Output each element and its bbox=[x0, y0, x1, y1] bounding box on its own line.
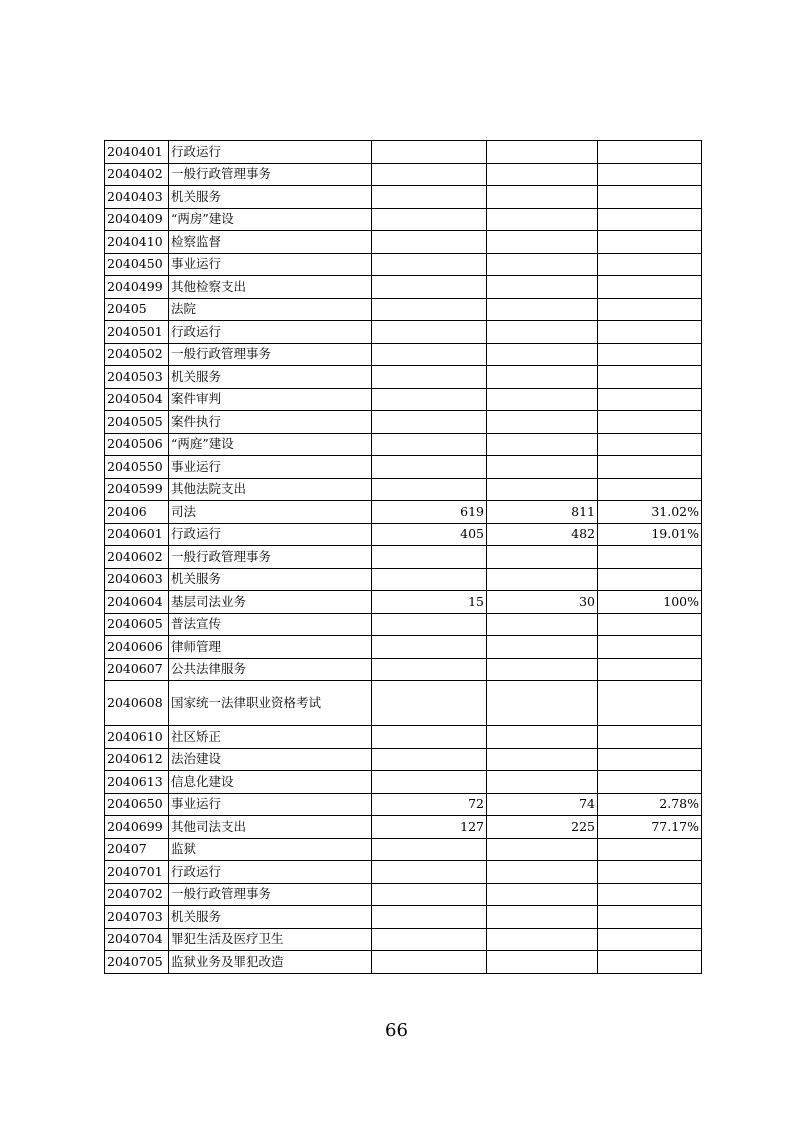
value-cell: 811 bbox=[487, 501, 598, 524]
percent-cell bbox=[598, 298, 702, 321]
name-cell: 司法 bbox=[169, 501, 372, 524]
table-row bbox=[105, 681, 702, 726]
value-cell bbox=[487, 568, 598, 591]
table-row bbox=[105, 366, 702, 389]
value-cell bbox=[372, 298, 487, 321]
code-cell: 2040612 bbox=[105, 748, 169, 771]
name-cell: 一般行政管理事务 bbox=[169, 163, 372, 186]
code-cell: 2040699 bbox=[105, 816, 169, 839]
value-cell bbox=[372, 253, 487, 276]
percent-cell bbox=[598, 838, 702, 861]
value-cell bbox=[372, 411, 487, 434]
name-cell: 国家统一法律职业资格考试 bbox=[169, 681, 372, 726]
percent-cell bbox=[598, 636, 702, 659]
table-row bbox=[105, 298, 702, 321]
table-row bbox=[105, 591, 702, 614]
code-cell: 2040610 bbox=[105, 726, 169, 749]
code-cell: 2040503 bbox=[105, 366, 169, 389]
code-cell: 2040505 bbox=[105, 411, 169, 434]
value-cell bbox=[372, 658, 487, 681]
percent-cell bbox=[598, 186, 702, 209]
percent-cell bbox=[598, 951, 702, 974]
table-row bbox=[105, 478, 702, 501]
value-cell bbox=[372, 433, 487, 456]
value-cell bbox=[487, 883, 598, 906]
percent-cell bbox=[598, 748, 702, 771]
code-cell: 2040602 bbox=[105, 546, 169, 569]
table-row bbox=[105, 816, 702, 839]
percent-cell bbox=[598, 456, 702, 479]
name-cell: 检察监督 bbox=[169, 231, 372, 254]
value-cell bbox=[487, 253, 598, 276]
name-cell: 其他法院支出 bbox=[169, 478, 372, 501]
value-cell bbox=[372, 276, 487, 299]
value-cell: 15 bbox=[372, 591, 487, 614]
value-cell bbox=[372, 613, 487, 636]
name-cell: 事业运行 bbox=[169, 793, 372, 816]
code-cell: 2040401 bbox=[105, 141, 169, 164]
value-cell bbox=[372, 883, 487, 906]
value-cell bbox=[487, 726, 598, 749]
value-cell bbox=[372, 906, 487, 929]
value-cell bbox=[372, 478, 487, 501]
value-cell bbox=[487, 298, 598, 321]
page-number: 66 bbox=[385, 1020, 408, 1041]
code-cell: 2040403 bbox=[105, 186, 169, 209]
table-row bbox=[105, 613, 702, 636]
table-row bbox=[105, 951, 702, 974]
value-cell bbox=[487, 388, 598, 411]
value-cell bbox=[487, 838, 598, 861]
value-cell bbox=[372, 838, 487, 861]
name-cell: 行政运行 bbox=[169, 523, 372, 546]
value-cell bbox=[372, 771, 487, 794]
table-row bbox=[105, 568, 702, 591]
code-cell: 2040550 bbox=[105, 456, 169, 479]
table-row bbox=[105, 141, 702, 164]
value-cell bbox=[487, 613, 598, 636]
code-cell: 2040705 bbox=[105, 951, 169, 974]
code-cell: 2040410 bbox=[105, 231, 169, 254]
name-cell: 社区矫正 bbox=[169, 726, 372, 749]
code-cell: 2040603 bbox=[105, 568, 169, 591]
value-cell: 619 bbox=[372, 501, 487, 524]
value-cell bbox=[487, 208, 598, 231]
table-row bbox=[105, 771, 702, 794]
value-cell bbox=[487, 433, 598, 456]
budget-table bbox=[104, 140, 702, 974]
table-row bbox=[105, 748, 702, 771]
percent-cell bbox=[598, 411, 702, 434]
table-row bbox=[105, 546, 702, 569]
percent-cell bbox=[598, 231, 702, 254]
value-cell bbox=[372, 163, 487, 186]
name-cell: 事业运行 bbox=[169, 456, 372, 479]
name-cell: 行政运行 bbox=[169, 141, 372, 164]
name-cell: “两房”建设 bbox=[169, 208, 372, 231]
code-cell: 2040702 bbox=[105, 883, 169, 906]
value-cell bbox=[372, 568, 487, 591]
percent-cell bbox=[598, 883, 702, 906]
table-row bbox=[105, 928, 702, 951]
code-cell: 2040604 bbox=[105, 591, 169, 614]
value-cell bbox=[372, 231, 487, 254]
name-cell: 其他检察支出 bbox=[169, 276, 372, 299]
code-cell: 2040607 bbox=[105, 658, 169, 681]
percent-cell bbox=[598, 321, 702, 344]
percent-cell: 31.02% bbox=[598, 501, 702, 524]
value-cell: 482 bbox=[487, 523, 598, 546]
table-row bbox=[105, 321, 702, 344]
value-cell bbox=[487, 186, 598, 209]
percent-cell bbox=[598, 906, 702, 929]
table-row bbox=[105, 231, 702, 254]
value-cell bbox=[372, 748, 487, 771]
table-row bbox=[105, 793, 702, 816]
code-cell: 2040499 bbox=[105, 276, 169, 299]
table-row bbox=[105, 838, 702, 861]
value-cell bbox=[487, 861, 598, 884]
name-cell: “两庭”建设 bbox=[169, 433, 372, 456]
name-cell: 基层司法业务 bbox=[169, 591, 372, 614]
percent-cell bbox=[598, 163, 702, 186]
value-cell bbox=[372, 726, 487, 749]
value-cell: 72 bbox=[372, 793, 487, 816]
code-cell: 2040504 bbox=[105, 388, 169, 411]
percent-cell: 77.17% bbox=[598, 816, 702, 839]
code-cell: 2040608 bbox=[105, 681, 169, 726]
table-row bbox=[105, 343, 702, 366]
code-cell: 2040599 bbox=[105, 478, 169, 501]
value-cell: 225 bbox=[487, 816, 598, 839]
table-row bbox=[105, 253, 702, 276]
value-cell bbox=[487, 681, 598, 726]
code-cell: 2040605 bbox=[105, 613, 169, 636]
value-cell: 405 bbox=[372, 523, 487, 546]
code-cell: 20407 bbox=[105, 838, 169, 861]
value-cell bbox=[372, 186, 487, 209]
name-cell: 案件审判 bbox=[169, 388, 372, 411]
table-row bbox=[105, 883, 702, 906]
percent-cell: 19.01% bbox=[598, 523, 702, 546]
value-cell bbox=[487, 928, 598, 951]
percent-cell bbox=[598, 478, 702, 501]
percent-cell bbox=[598, 726, 702, 749]
percent-cell: 2.78% bbox=[598, 793, 702, 816]
value-cell bbox=[487, 141, 598, 164]
percent-cell bbox=[598, 658, 702, 681]
value-cell bbox=[372, 636, 487, 659]
code-cell: 2040606 bbox=[105, 636, 169, 659]
code-cell: 2040450 bbox=[105, 253, 169, 276]
percent-cell bbox=[598, 861, 702, 884]
code-cell: 2040703 bbox=[105, 906, 169, 929]
name-cell: 普法宣传 bbox=[169, 613, 372, 636]
table-row bbox=[105, 636, 702, 659]
value-cell bbox=[487, 456, 598, 479]
code-cell: 2040701 bbox=[105, 861, 169, 884]
code-cell: 2040506 bbox=[105, 433, 169, 456]
value-cell bbox=[372, 681, 487, 726]
percent-cell bbox=[598, 388, 702, 411]
percent-cell bbox=[598, 253, 702, 276]
percent-cell bbox=[598, 141, 702, 164]
value-cell: 30 bbox=[487, 591, 598, 614]
value-cell bbox=[487, 546, 598, 569]
percent-cell bbox=[598, 546, 702, 569]
name-cell: 机关服务 bbox=[169, 366, 372, 389]
name-cell: 律师管理 bbox=[169, 636, 372, 659]
value-cell bbox=[372, 388, 487, 411]
name-cell: 法院 bbox=[169, 298, 372, 321]
value-cell bbox=[487, 343, 598, 366]
name-cell: 行政运行 bbox=[169, 861, 372, 884]
value-cell bbox=[487, 636, 598, 659]
value-cell bbox=[372, 366, 487, 389]
percent-cell bbox=[598, 366, 702, 389]
value-cell: 127 bbox=[372, 816, 487, 839]
code-cell: 20405 bbox=[105, 298, 169, 321]
percent-cell bbox=[598, 681, 702, 726]
name-cell: 一般行政管理事务 bbox=[169, 343, 372, 366]
value-cell bbox=[487, 366, 598, 389]
table-row bbox=[105, 658, 702, 681]
name-cell: 机关服务 bbox=[169, 906, 372, 929]
percent-cell bbox=[598, 613, 702, 636]
name-cell: 一般行政管理事务 bbox=[169, 546, 372, 569]
table-row bbox=[105, 433, 702, 456]
table-row bbox=[105, 456, 702, 479]
percent-cell bbox=[598, 343, 702, 366]
table-row bbox=[105, 523, 702, 546]
table-row bbox=[105, 861, 702, 884]
percent-cell bbox=[598, 433, 702, 456]
code-cell: 2040613 bbox=[105, 771, 169, 794]
value-cell bbox=[487, 658, 598, 681]
code-cell: 2040650 bbox=[105, 793, 169, 816]
code-cell: 20406 bbox=[105, 501, 169, 524]
name-cell: 行政运行 bbox=[169, 321, 372, 344]
name-cell: 监狱业务及罪犯改造 bbox=[169, 951, 372, 974]
value-cell bbox=[372, 456, 487, 479]
table-row bbox=[105, 163, 702, 186]
table-row bbox=[105, 726, 702, 749]
percent-cell bbox=[598, 568, 702, 591]
table-row bbox=[105, 388, 702, 411]
value-cell bbox=[372, 951, 487, 974]
percent-cell bbox=[598, 771, 702, 794]
name-cell: 事业运行 bbox=[169, 253, 372, 276]
name-cell: 监狱 bbox=[169, 838, 372, 861]
value-cell bbox=[372, 343, 487, 366]
name-cell: 案件执行 bbox=[169, 411, 372, 434]
code-cell: 2040502 bbox=[105, 343, 169, 366]
value-cell bbox=[487, 478, 598, 501]
table-row bbox=[105, 276, 702, 299]
percent-cell bbox=[598, 928, 702, 951]
value-cell bbox=[487, 411, 598, 434]
percent-cell bbox=[598, 276, 702, 299]
table-row bbox=[105, 411, 702, 434]
name-cell: 罪犯生活及医疗卫生 bbox=[169, 928, 372, 951]
name-cell: 一般行政管理事务 bbox=[169, 883, 372, 906]
table-row bbox=[105, 208, 702, 231]
table-row bbox=[105, 906, 702, 929]
value-cell bbox=[372, 208, 487, 231]
value-cell bbox=[487, 906, 598, 929]
percent-cell: 100% bbox=[598, 591, 702, 614]
value-cell bbox=[372, 928, 487, 951]
name-cell: 机关服务 bbox=[169, 186, 372, 209]
code-cell: 2040402 bbox=[105, 163, 169, 186]
value-cell bbox=[487, 771, 598, 794]
code-cell: 2040409 bbox=[105, 208, 169, 231]
name-cell: 其他司法支出 bbox=[169, 816, 372, 839]
value-cell bbox=[487, 321, 598, 344]
name-cell: 公共法律服务 bbox=[169, 658, 372, 681]
value-cell bbox=[372, 861, 487, 884]
table-body bbox=[105, 141, 702, 974]
name-cell: 信息化建设 bbox=[169, 771, 372, 794]
value-cell bbox=[372, 546, 487, 569]
value-cell: 74 bbox=[487, 793, 598, 816]
table-row bbox=[105, 186, 702, 209]
name-cell: 机关服务 bbox=[169, 568, 372, 591]
value-cell bbox=[487, 951, 598, 974]
table-row bbox=[105, 501, 702, 524]
code-cell: 2040601 bbox=[105, 523, 169, 546]
code-cell: 2040704 bbox=[105, 928, 169, 951]
value-cell bbox=[487, 231, 598, 254]
value-cell bbox=[487, 276, 598, 299]
name-cell: 法治建设 bbox=[169, 748, 372, 771]
code-cell: 2040501 bbox=[105, 321, 169, 344]
value-cell bbox=[372, 321, 487, 344]
value-cell bbox=[372, 141, 487, 164]
percent-cell bbox=[598, 208, 702, 231]
value-cell bbox=[487, 748, 598, 771]
value-cell bbox=[487, 163, 598, 186]
